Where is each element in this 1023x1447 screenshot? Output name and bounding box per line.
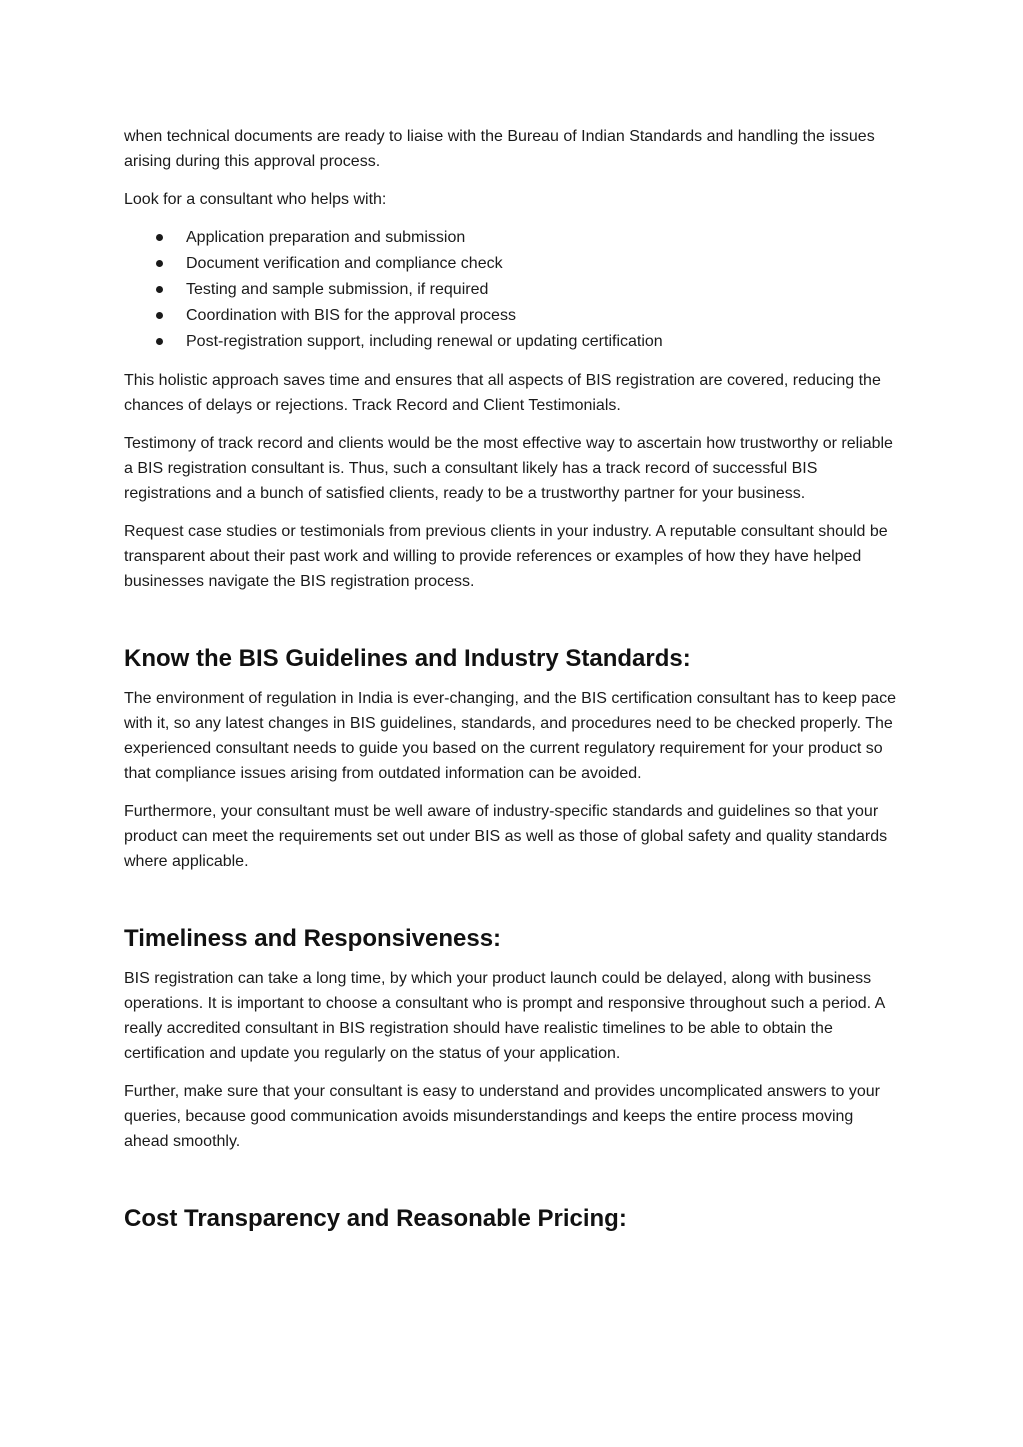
list-item-text: Testing and sample submission, if required [186,281,489,298]
list-item [186,225,900,251]
document-page [124,124,900,1246]
bullet-icon [156,260,163,267]
bullet-icon [156,338,163,345]
section-heading-bis-guidelines: Know the BIS Guidelines and Industry Standards: [124,645,691,672]
list-item-text: Document verification and compliance check [186,255,503,272]
list-item [186,277,900,303]
bullet-icon [156,286,163,293]
section-heading-cost-transparency: Cost Transparency and Reasonable Pricing: [124,1205,627,1232]
bis-guidelines-paragraph-2: Furthermore, your consultant must be well aware of industry-specific standards and guidelines so that your product can meet the requirements set out under BIS as well as those of global safety and quality standards where applicable. [124,803,888,870]
bullet-icon [156,312,163,319]
list-item-text: Application preparation and submission [186,229,466,246]
list-item [186,251,900,277]
holistic-paragraph: This holistic approach saves time and ensures that all aspects of BIS registration are covered, reducing the chances of delays or rejections. Track Record and Client Testimonials. [124,372,881,414]
list-item [186,329,900,355]
bis-guidelines-paragraph-1: The environment of regulation in India is ever-changing, and the BIS certification consultant has to keep pace with it, so any latest changes in BIS guidelines, standards, and procedures need to be checked properly. The experienced consultant needs to guide you based on the current regulatory requirement for your product so that compliance issues arising from outdated information can be avoided. [124,690,897,782]
timeliness-paragraph-1: BIS registration can take a long time, by which your product launch could be delayed, along with business operations. It is important to choose a consultant who is prompt and responsive throughout such a period. A really accredited consultant in BIS registration should have realistic timelines to be able to obtain the certification and update you regularly on the status of your application. [124,970,885,1062]
list-item-text: Post-registration support, including renewal or updating certification [186,333,663,350]
section-heading-timeliness: Timeliness and Responsiveness: [124,925,502,952]
services-bullet-list [124,225,900,355]
list-item [186,303,900,329]
request-paragraph: Request case studies or testimonials from previous clients in your industry. A reputable consultant should be transparent about their past work and willing to provide references or examples of how they have helped businesses navigate the BIS registration process. [124,523,888,590]
timeliness-paragraph-2: Further, make sure that your consultant is easy to understand and provides uncomplicated answers to your queries, because good communication avoids misunderstandings and keeps the entire process moving ahead smoothly. [124,1083,880,1150]
testimony-paragraph: Testimony of track record and clients would be the most effective way to ascertain how trustworthy or reliable a BIS registration consultant is. Thus, such a consultant likely has a track record of successful BIS registrations and a bunch of satisfied clients, ready to be a trustworthy partner for your business. [124,435,893,502]
list-item-text: Coordination with BIS for the approval process [186,307,516,324]
bullet-icon [156,234,163,241]
intro-paragraph: when technical documents are ready to liaise with the Bureau of Indian Standards and handling the issues arising during this approval process. [124,128,875,170]
look-for-paragraph: Look for a consultant who helps with: [124,191,387,208]
